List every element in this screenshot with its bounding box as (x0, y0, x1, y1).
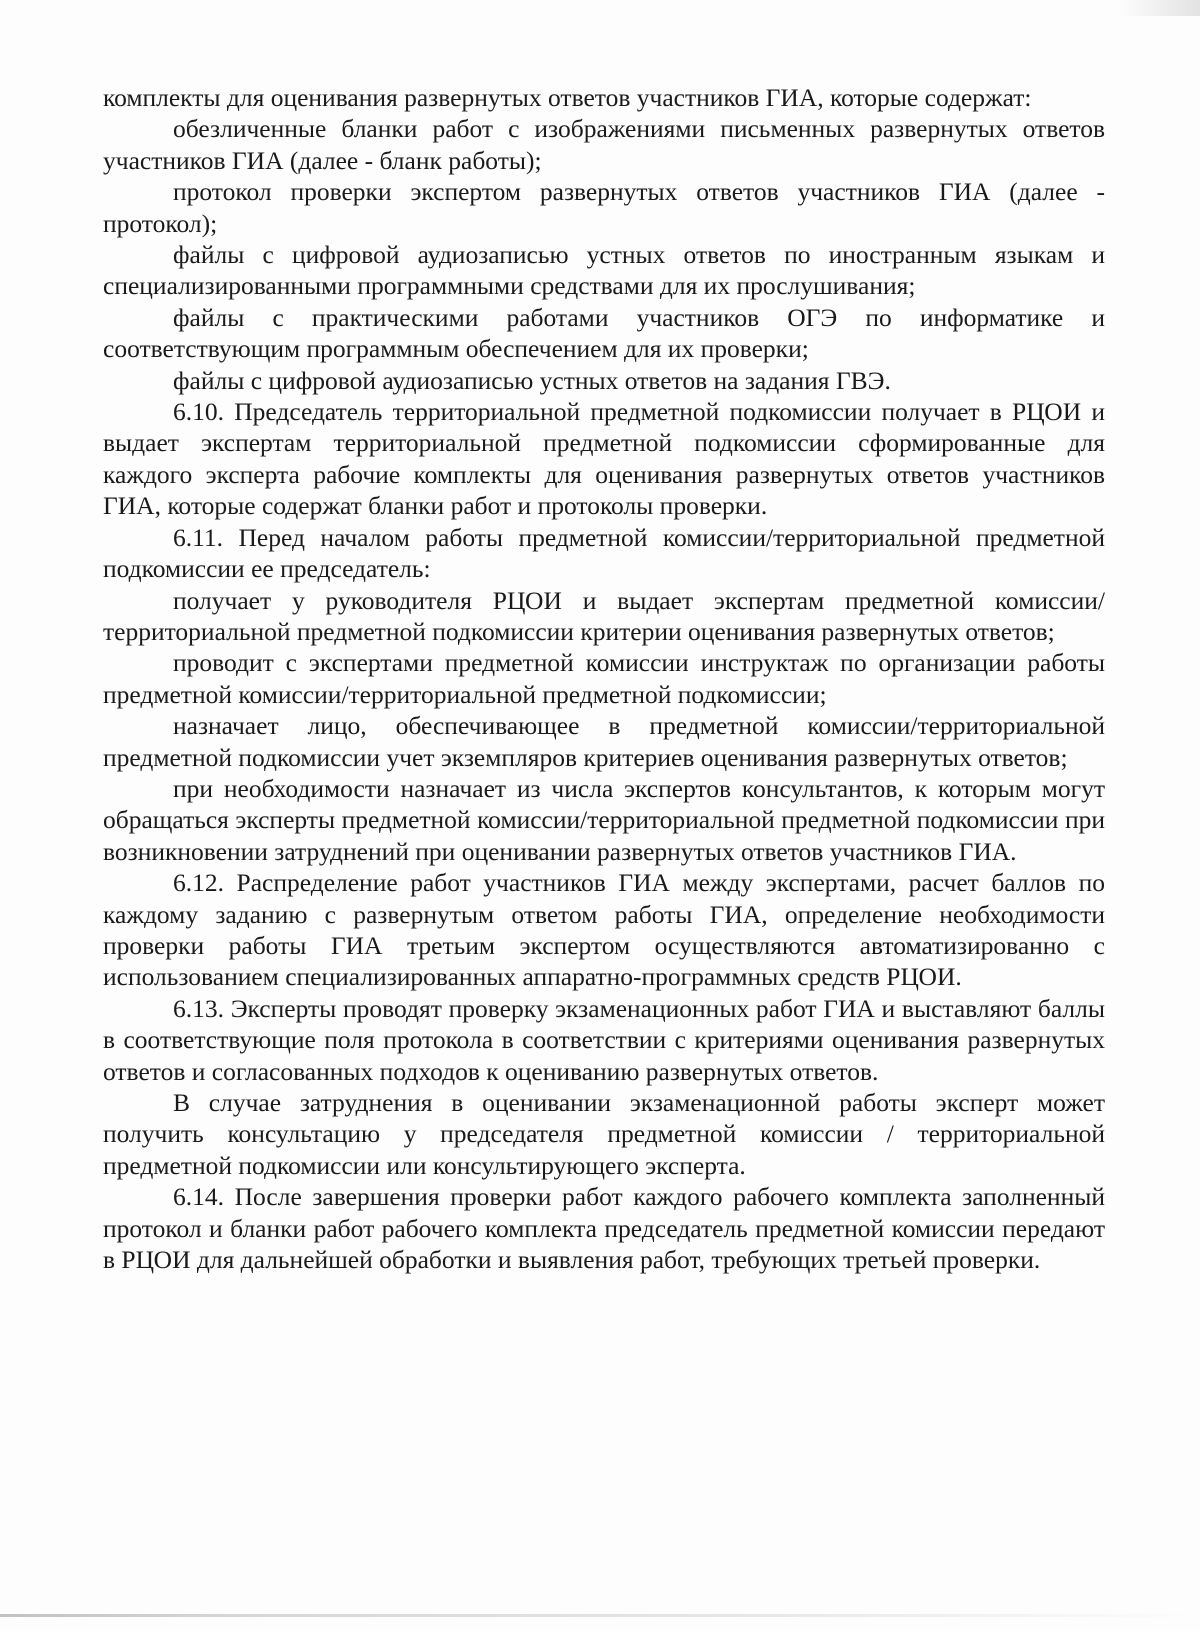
paragraph-6-12: 6.12. Распределение работ участников ГИА между экспертами, расчет баллов по каждому заданию с развернутым ответом работы ГИА, определение необходимости проверки работы ГИА третьим экспертом осуществляются автоматизированно с использованием специализированных аппаратно-программных средств РЦОИ. (103, 868, 1105, 992)
paragraph-consultants: при необходимости назначает из числа экспертов консультантов, к которым могут обращаться эксперты предметной комиссии/территориальной предметной подкомиссии при возникновении затруднений при оценивании развернутых ответов участников ГИА. (103, 773, 1105, 866)
paragraph-receives-criteria: получает у руководителя РЦОИ и выдает экспертам предметной комиссии/территориальной предметной подкомиссии критерии оценивания развернутых ответов; (103, 585, 1105, 646)
paragraph-kits-contents: комплекты для оценивания развернутых ответов участников ГИА, которые содержат: (103, 83, 1032, 112)
paragraph-appoints-person: назначает лицо, обеспечивающее в предметной комиссии/территориальной предметной подкомиссии учет экземпляров критериев оценивания развернутых ответов; (103, 711, 1105, 772)
paragraph-informatics-files: файлы с практическими работами участников ОГЭ по информатике и соответствующим программным обеспечением для их проверки; (103, 302, 1105, 364)
paragraph-briefing: проводит с экспертами предметной комиссии инструктаж по организации работы предметной комиссии/территориальной предметной подкомиссии; (103, 648, 1105, 709)
paragraph-6-10: 6.10. Председатель территориальной предметной подкомиссии получает в РЦОИ и выдает экспертам территориальной предметной подкомиссии сформированные для каждого эксперта рабочие комплекты для оценивания развернутых ответов участников ГИА, которые содержат бланки работ и протоколы проверки. (103, 397, 1105, 521)
paragraph-audio-gve: файлы с цифровой аудиозаписью устных ответов на задания ГВЭ. (173, 365, 891, 395)
paragraph-6-14: 6.14. После завершения проверки работ каждого рабочего комплекта заполненный протокол и бланки работ рабочего комплекта председатель предметной комиссии передают в РЦОИ для дальнейшей обработки и выявления работ, требующих третьей проверки. (103, 1182, 1105, 1275)
scan-artifact-corner (1120, 0, 1200, 16)
document-body (103, 82, 1105, 1275)
paragraph-protocol: протокол проверки экспертом развернутых ответов участников ГИА (далее - протокол); (103, 177, 1105, 238)
scan-artifact-bottom-edge (0, 1614, 1200, 1617)
paragraph-6-11: 6.11. Перед началом работы предметной комиссии/территориальной предметной подкомиссии ее председатель: (103, 522, 1105, 584)
paragraph-6-13: 6.13. Эксперты проводят проверку экзаменационных работ ГИА и выставляют баллы в соответствующие поля протокола в соответствии с критериями оценивания развернутых ответов и согласованных подходов к оцениванию развернутых ответов. (103, 993, 1105, 1086)
paragraph-audio-foreign-languages: файлы с цифровой аудиозаписью устных ответов по иностранным языкам и специализированными программными средствами для их прослушивания; (103, 240, 1105, 301)
paragraph-anonymized-forms: обезличенные бланки работ с изображениями письменных развернутых ответов участников ГИА (далее - бланк работы); (103, 114, 1105, 175)
paragraph-consultation: В случае затруднения в оценивании экзаменационной работы эксперт может получить консультацию у председателя предметной комиссии / территориальной предметной подкомиссии или консультирующего эксперта. (103, 1088, 1105, 1180)
